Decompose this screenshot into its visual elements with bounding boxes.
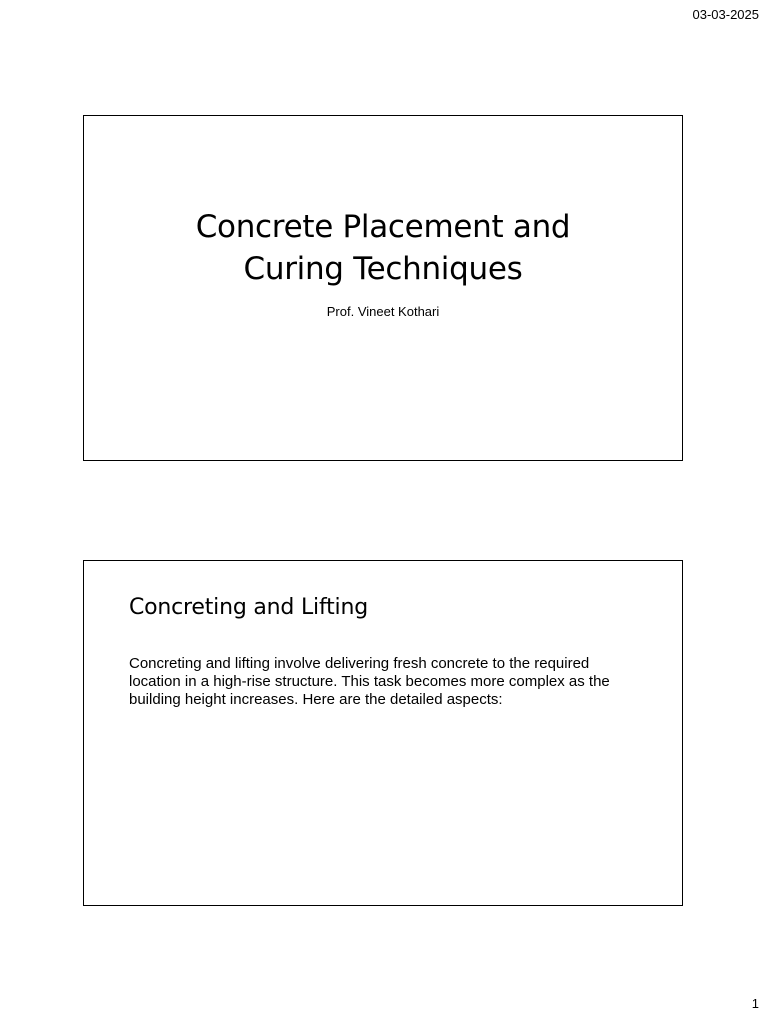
content-slide (83, 560, 683, 906)
slide-body-text: Concreting and lifting involve delivering fresh concrete to the required location in a high-rise structure. This task becomes more complex as the building height increases. Here are the detailed aspects: (129, 655, 610, 708)
page-date: 03-03-2025 (692, 7, 759, 22)
title-slide (83, 115, 683, 461)
presentation-title-line-1: Concrete Placement and (195, 209, 571, 245)
presenter-name: Prof. Vineet Kothari (326, 304, 440, 319)
title-block (84, 206, 682, 319)
presentation-title-line-2: Curing Techniques (243, 251, 523, 287)
slide-title: Concreting and Lifting (129, 595, 368, 620)
page-number: 1 (751, 996, 759, 1011)
presentation-title (84, 206, 682, 290)
